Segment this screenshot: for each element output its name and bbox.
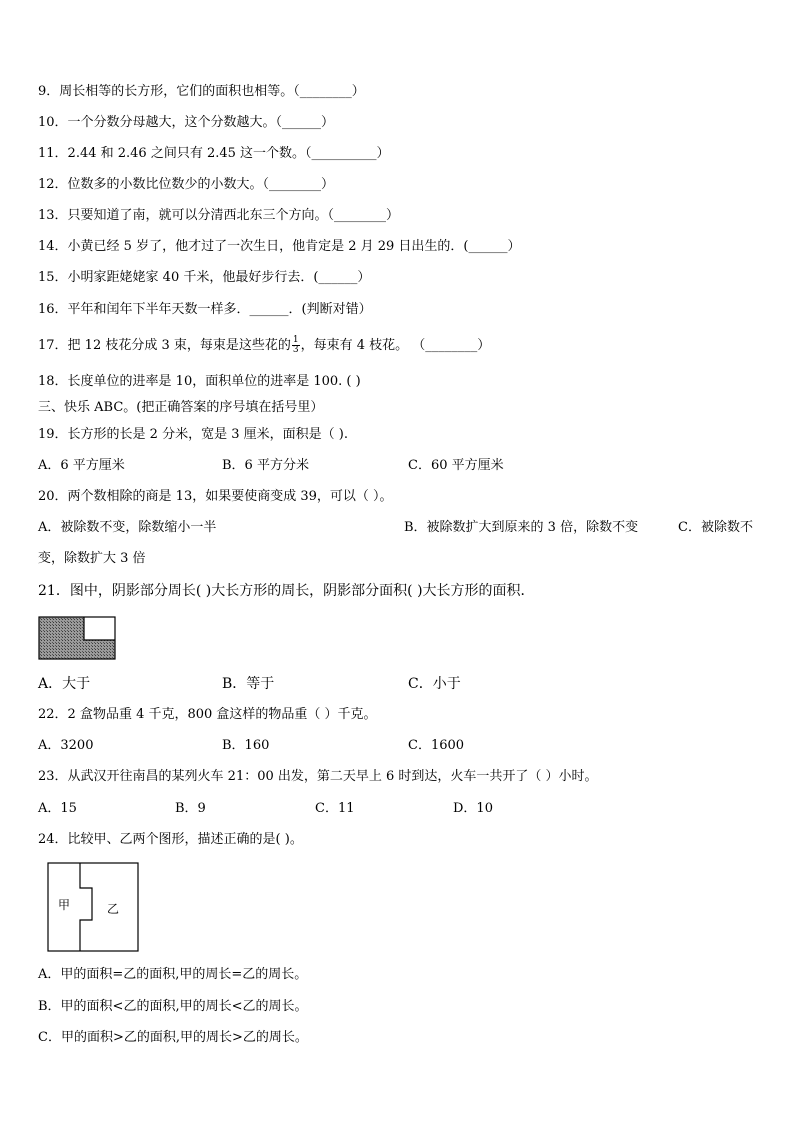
question-19-option-b: B．6 平方分米 [222, 458, 309, 473]
shaded-region [39, 617, 115, 659]
question-24-option-a: A．甲的面积=乙的面积,甲的周长=乙的周长。 [38, 967, 308, 982]
question-13: 13．只要知道了南，就可以分清西北东三个方向。（________） [38, 208, 400, 223]
section-3-title: 三、快乐 ABC。(把正确答案的序号填在括号里） [38, 400, 324, 415]
question-21-stem: 21．图中，阴影部分周长( )大长方形的周长，阴影部分面积( )大长方形的面积． [38, 583, 535, 599]
figure-label-jia: 甲 [58, 898, 71, 912]
question-24-option-b: B．甲的面积<乙的面积,甲的周长<乙的周长。 [38, 999, 308, 1014]
question-20-option-b: B．被除数扩大到原来的 3 倍，除数不变 [404, 520, 639, 535]
question-23-option-b: B．9 [175, 801, 206, 816]
question-17 [38, 334, 490, 358]
question-20-stem: 20．两个数相除的商是 13，如果要使商变成 39，可以（ ）。 [38, 489, 393, 504]
fraction-numerator: 1 [292, 335, 299, 345]
question-21-option-b: B．等于 [222, 676, 275, 692]
question-10: 10．一个分数分母越大，这个分数越大。（______） [38, 115, 335, 130]
question-19-stem: 19．长方形的长是 2 分米，宽是 3 厘米，面积是（ ). [38, 427, 348, 442]
question-23-option-d: D．10 [453, 801, 493, 816]
cut-corner-outline [84, 617, 115, 640]
fraction-denominator: 3 [292, 345, 299, 355]
question-20-option-a: A．被除数不变，除数缩小一半 [38, 520, 217, 535]
question-21-option-c: C．小于 [408, 676, 461, 692]
question-20-option-c-line1: C．被除数不 [678, 520, 753, 535]
question-24-option-c: C．甲的面积>乙的面积,甲的周长>乙的周长。 [38, 1030, 308, 1045]
question-22-option-b: B．160 [222, 738, 270, 753]
question-19-option-a: A．6 平方厘米 [38, 458, 125, 473]
question-15: 15．小明家距姥姥家 40 千米，他最好步行去．(______） [38, 270, 371, 285]
question-17-text-a: 17．把 12 枝花分成 3 束，每束是这些花的 [38, 338, 291, 353]
shaded-rectangle-figure [38, 616, 116, 660]
question-22-stem: 22．2 盒物品重 4 千克，800 盒这样的物品重（ ）千克。 [38, 707, 377, 722]
question-21-option-a: A．大于 [38, 676, 91, 692]
question-18: 18．长度单位的进率是 10，面积单位的进率是 100. ( ) [38, 374, 361, 389]
question-23-option-c: C．11 [315, 801, 355, 816]
question-9: 9．周长相等的长方形，它们的面积也相等。（________） [38, 84, 365, 99]
question-22-option-c: C．1600 [408, 738, 465, 753]
question-20-option-c-line2: 变，除数扩大 3 倍 [38, 551, 146, 566]
question-23-stem: 23．从武汉开往南昌的某列火车 21：00 出发，第二天早上 6 时到达，火车一共开了（ ）小时。 [38, 769, 598, 784]
question-24-stem: 24．比较甲、乙两个图形，描述正确的是( )。 [38, 832, 303, 847]
question-14: 14．小黄已经 5 岁了，他才过了一次生日，他肯定是 2 月 29 日出生的．(______） [38, 239, 521, 254]
question-22-option-a: A．3200 [38, 738, 94, 753]
question-11: 11．2.44 和 2.46 之间只有 2.45 这一个数。（__________） [38, 146, 390, 161]
figure-label-yi: 乙 [107, 902, 120, 916]
question-17-text-b: ，每束有 4 枝花。 （________） [300, 338, 491, 353]
question-16: 16．平年和闰年下半年天数一样多．______．(判断对错） [38, 302, 372, 317]
question-23-option-a: A．15 [38, 801, 77, 816]
question-12: 12．位数多的小数比位数少的小数大。（________） [38, 177, 335, 192]
fraction-one-third [292, 336, 300, 355]
question-19-option-c: C．60 平方厘米 [408, 458, 504, 473]
